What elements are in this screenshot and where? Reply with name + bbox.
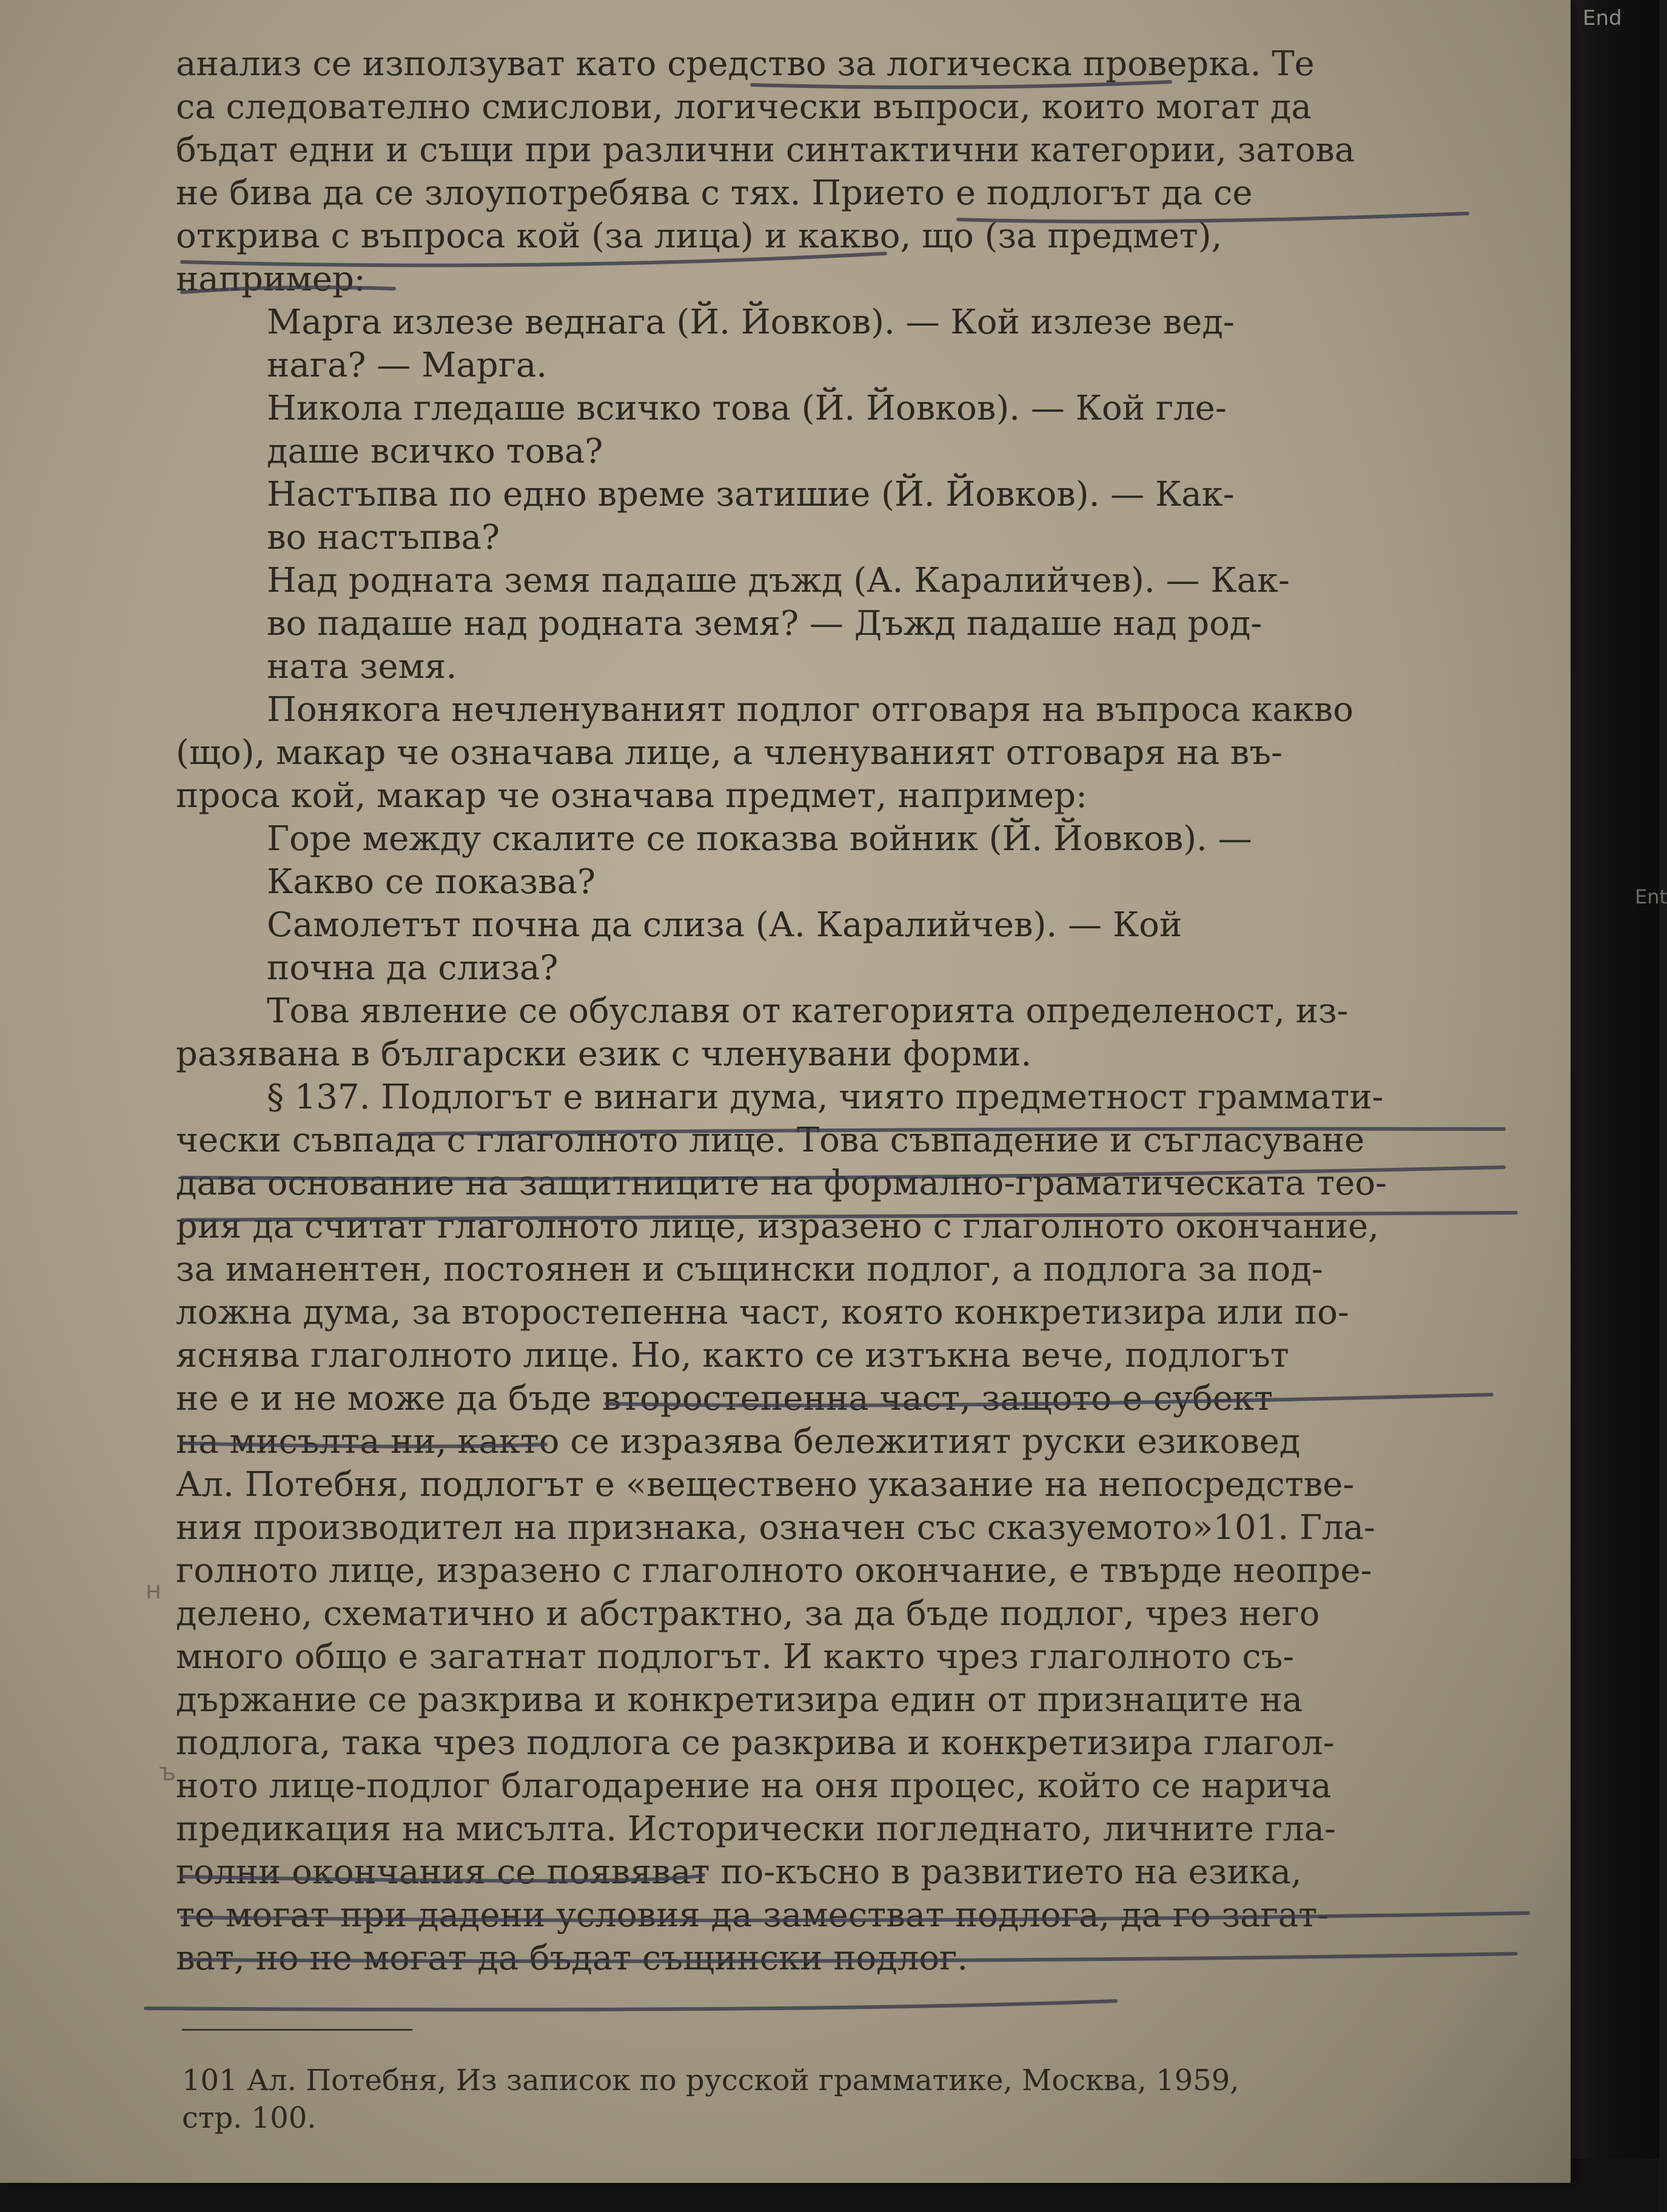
keyboard-key-label-2: Ent bbox=[1635, 885, 1667, 908]
text-line: ното лице-подлог благодарение на оня процес, който се нарича bbox=[176, 1766, 1332, 1806]
text-line: не бива да се злоупотребява с тях. Прието е подлогът да се bbox=[176, 173, 1253, 213]
text-line: проса кой, макар че означава предмет, например: bbox=[176, 776, 1087, 816]
text-line: разявана в български език с членувани форми. bbox=[176, 1034, 1032, 1074]
text-line: рия да считат глаголното лице, изразено с глаголното окончание, bbox=[176, 1207, 1379, 1246]
text-line: ната земя. bbox=[267, 647, 457, 686]
text-line: § 137. Подлогът е винаги дума, чиято предметност граммати- bbox=[267, 1078, 1384, 1117]
text-line: подлога, така чрез подлога се разкрива и конкретизира глагол- bbox=[176, 1723, 1335, 1763]
text-line: предикация на мисълта. Исторически погледнато, личните гла- bbox=[176, 1809, 1336, 1849]
text-line: во падаше над родната земя? — Дъжд падаше над род- bbox=[267, 604, 1263, 643]
text-line: Над родната земя падаше дъжд (А. Каралийчев). — Как- bbox=[267, 561, 1290, 600]
text-line: те могат при дадени условия да заместват подлога, да го загат- bbox=[176, 1895, 1329, 1935]
text-line: открива с въпроса кой (за лица) и какво, що (за предмет), bbox=[176, 216, 1223, 256]
text-line: дава основание на защитниците на формално-граматическата тео- bbox=[176, 1164, 1387, 1203]
text-line: голни окончания се появяват по-късно в развитието на езика, bbox=[176, 1852, 1302, 1892]
text-line: много общо е загатнат подлогът. И както чрез глаголното съ- bbox=[176, 1637, 1295, 1677]
underline-stroke bbox=[146, 2001, 1116, 2009]
text-line: ват, но не могат да бъдат същински подлог. bbox=[176, 1939, 968, 1978]
text-line: ложна дума, за второстепенна част, която конкретизира или по- bbox=[176, 1293, 1349, 1332]
text-line: например: bbox=[176, 260, 366, 299]
desk-background bbox=[1555, 0, 1659, 2212]
footnote bbox=[182, 2062, 1486, 2137]
margin-pencil-mark: ъ bbox=[159, 1758, 176, 1786]
text-line: даше всичко това? bbox=[267, 432, 603, 471]
footnote-line: стр. 100. bbox=[182, 2101, 317, 2135]
footnote-separator bbox=[182, 2029, 412, 2031]
margin-pencil-mark: н bbox=[146, 1577, 162, 1604]
page-body-text bbox=[176, 42, 1498, 1980]
text-line: Това явление се обуславя от категорията определеност, из- bbox=[267, 991, 1349, 1031]
text-line: бъдат едни и същи при различни синтактични категории, затова bbox=[176, 130, 1355, 170]
text-line: ния производител на признака, означен със сказуемото»101. Гла- bbox=[176, 1508, 1375, 1547]
text-line: нага? — Марга. bbox=[267, 346, 548, 385]
text-line: Никола гледаше всичко това (Й. Йовков). — Кой гле- bbox=[267, 389, 1227, 428]
text-line: Настъпва по едно време затишие (Й. Йовков). — Как- bbox=[267, 475, 1235, 514]
text-line: Самолетът почна да слиза (А. Каралийчев). — Кой bbox=[267, 905, 1182, 945]
text-line: Понякога нечленуваният подлог отговаря на въпроса какво bbox=[267, 690, 1353, 729]
text-line: Ал. Потебня, подлогът е «вещественo указание на непосредстве- bbox=[176, 1465, 1355, 1504]
text-line: во настъпва? bbox=[267, 518, 500, 557]
text-line: за иманентен, постоянен и същински подлог, а подлога за под- bbox=[176, 1250, 1323, 1289]
text-line: на мисълта ни, както се изразява бележитият руски езиковед bbox=[176, 1422, 1301, 1461]
text-line: държание се разкрива и конкретизира един от признаците на bbox=[176, 1680, 1303, 1720]
text-line: (що), макар че означава лице, а членуваният отговаря на въ- bbox=[176, 733, 1283, 773]
text-line: чески съвпада с глаголното лице. Това съвпадение и съгласуване bbox=[176, 1121, 1365, 1160]
footnote-line: 101 Ал. Потебня, Из записок по русской грамматике, Москва, 1959, bbox=[182, 2063, 1239, 2097]
text-line: Горе между скалите се показва войник (Й. Йовков). — bbox=[267, 819, 1252, 859]
text-line: са следователно смислови, логически въпроси, които могат да bbox=[176, 87, 1312, 127]
text-line: не е и не може да бъде второстепенна част, защото е субект bbox=[176, 1379, 1273, 1418]
keyboard-key-label: End bbox=[1583, 6, 1622, 30]
text-line: голното лице, изразено с глаголното окончание, е твърде неопре- bbox=[176, 1551, 1372, 1590]
text-line: Марга излезе веднага (Й. Йовков). — Кой излезе вед- bbox=[267, 303, 1235, 342]
text-line: анализ се използуват като средство за логическа проверка. Те bbox=[176, 44, 1315, 84]
text-line: почна да слиза? bbox=[267, 948, 558, 988]
text-line: яснява глаголното лице. Но, както се изтъкна вече, подлогът bbox=[176, 1336, 1289, 1375]
text-line: делено, схематично и абстрактно, за да бъде подлог, чрез него bbox=[176, 1594, 1320, 1634]
text-line: Какво се показва? bbox=[267, 862, 595, 902]
